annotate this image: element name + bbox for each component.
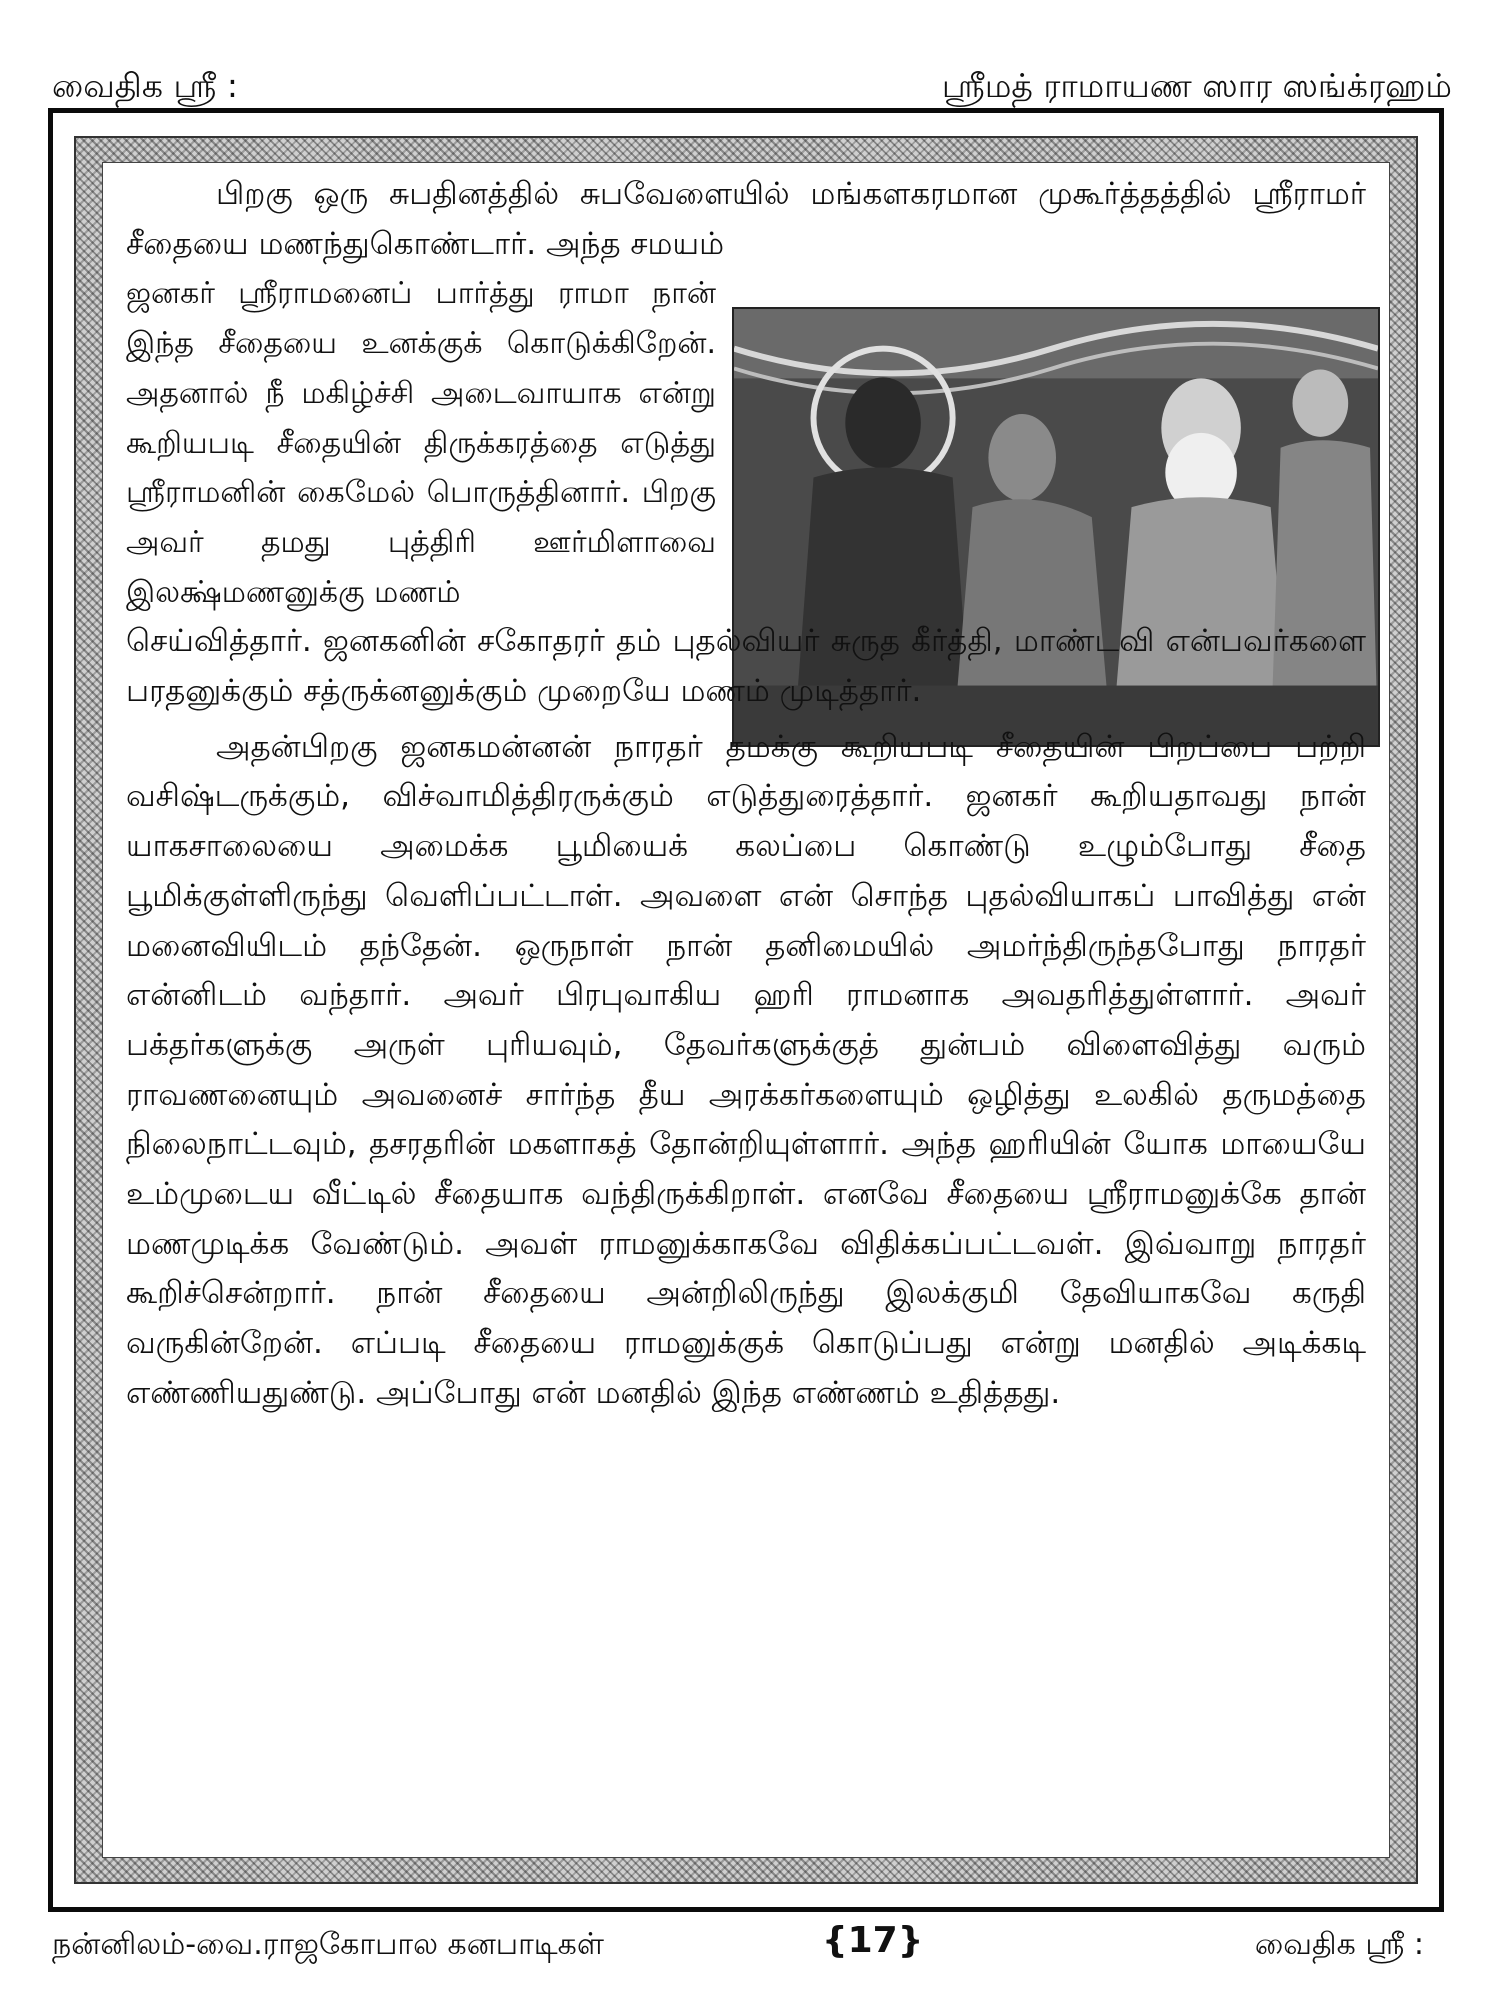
paragraph-1-lead: பிறகு ஒரு சுபதினத்தில் சுபவேளையில் மங்களகரமான முகூர்த்தத்தில் ஸ்ரீராமர் சீதையை மணந்துகொண்டார். அந்த சமயம்: [126, 176, 1366, 262]
header-left-title: வைதிக ஸ்ரீ :: [52, 66, 238, 105]
paragraph-2: அதன்பிறகு ஜனகமன்னன் நாரதர் தமக்கு கூறியபடி சீதையின் பிறப்பை பற்றி வசிஷ்டருக்கும், விச்வாமித்திரருக்கும் எடுத்துரைத்தார். ஜனகர் கூறியதாவது நான் யாகசாலையை அமைக்க பூமியைக் கலப்பை கொண்டு உழும்போது சீதை பூமிக்குள்ளிருந்து வெளிப்பட்டாள். அவளை என் சொந்த புதல்வியாகப் பாவித்து என் மனைவியிடம் தந்தேன். ஒருநாள் நான் தனிமையில் அமர்ந்திருந்தபோது நாரதர் என்னிடம் வந்தார். அவர் பிரபுவாகிய ஹரி ராமனாக அவதரித்துள்ளார். அவர் பக்தர்களுக்கு அருள் புரியவும், தேவர்களுக்குத் துன்பம் விளைவித்து வரும் ராவணனையும் அவனைச் சார்ந்த தீய அரக்கர்களையும் ஒழித்து உலகில் தருமத்தை நிலைநாட்டவும், தசரதரின் மகளாகத் தோன்றியுள்ளார். அந்த ஹரியின் யோக மாயையே உம்முடைய வீட்டில் சீதையாக வந்திருக்கிறாள். எனவே சீதையை ஸ்ரீராமனுக்கே தான் மணமுடிக்க வேண்டும். அவள் ராமனுக்காகவே விதிக்கப்பட்டவள். இவ்வாறு நாரதர் கூறிச்சென்றார். நான் சீதையை அன்றிலிருந்து இலக்குமி தேவியாகவே கருதி வருகின்றேன். எப்படி சீதையை ராமனுக்குக் கொடுப்பது என்று மனதில் அடிக்கடி எண்ணியதுண்டு. அப்போது என் மனதில் இந்த எண்ணம் உதித்தது.: [126, 728, 1366, 1411]
running-header: [52, 62, 1452, 110]
paragraph-1-wrap: ஜனகர் ஸ்ரீராமனைப் பார்த்து ராமா நான் இந்த சீதையை உனக்குக் கொடுக்கிறேன். அதனால் நீ மகிழ்ச்சி அடைவாயாக என்று கூறியபடி சீதையின் திருக்கரத்தை எடுத்து ஸ்ரீராமனின் கைமேல் பொருத்தினார். பிறகு அவர் தமது புத்திரி ஊர்மிளாவை இலக்ஷ்மணனுக்கு மணம்: [126, 276, 716, 610]
footer-right-title: வைதிக ஸ்ரீ :: [1254, 1927, 1424, 1962]
page-number: {17}: [822, 1920, 924, 1961]
header-right-title: ஸ்ரீமத் ராமாயண ஸார ஸங்க்ரஹம்: [941, 66, 1452, 105]
footer-author: நன்னிலம்-வை.ராஜகோபால கனபாடிகள்: [52, 1927, 604, 1962]
body-text: [126, 170, 1366, 1419]
paragraph-1-rest: செய்வித்தார். ஜனகனின் சகோதரர் தம் புதல்வியர் சுருத கீர்த்தி, மாண்டவி என்பவர்களை பரதனுக்கும் சத்ருக்னனுக்கும் முறையே மணம் முடித்தார்.: [126, 623, 1366, 710]
running-footer: [52, 1920, 1452, 1970]
